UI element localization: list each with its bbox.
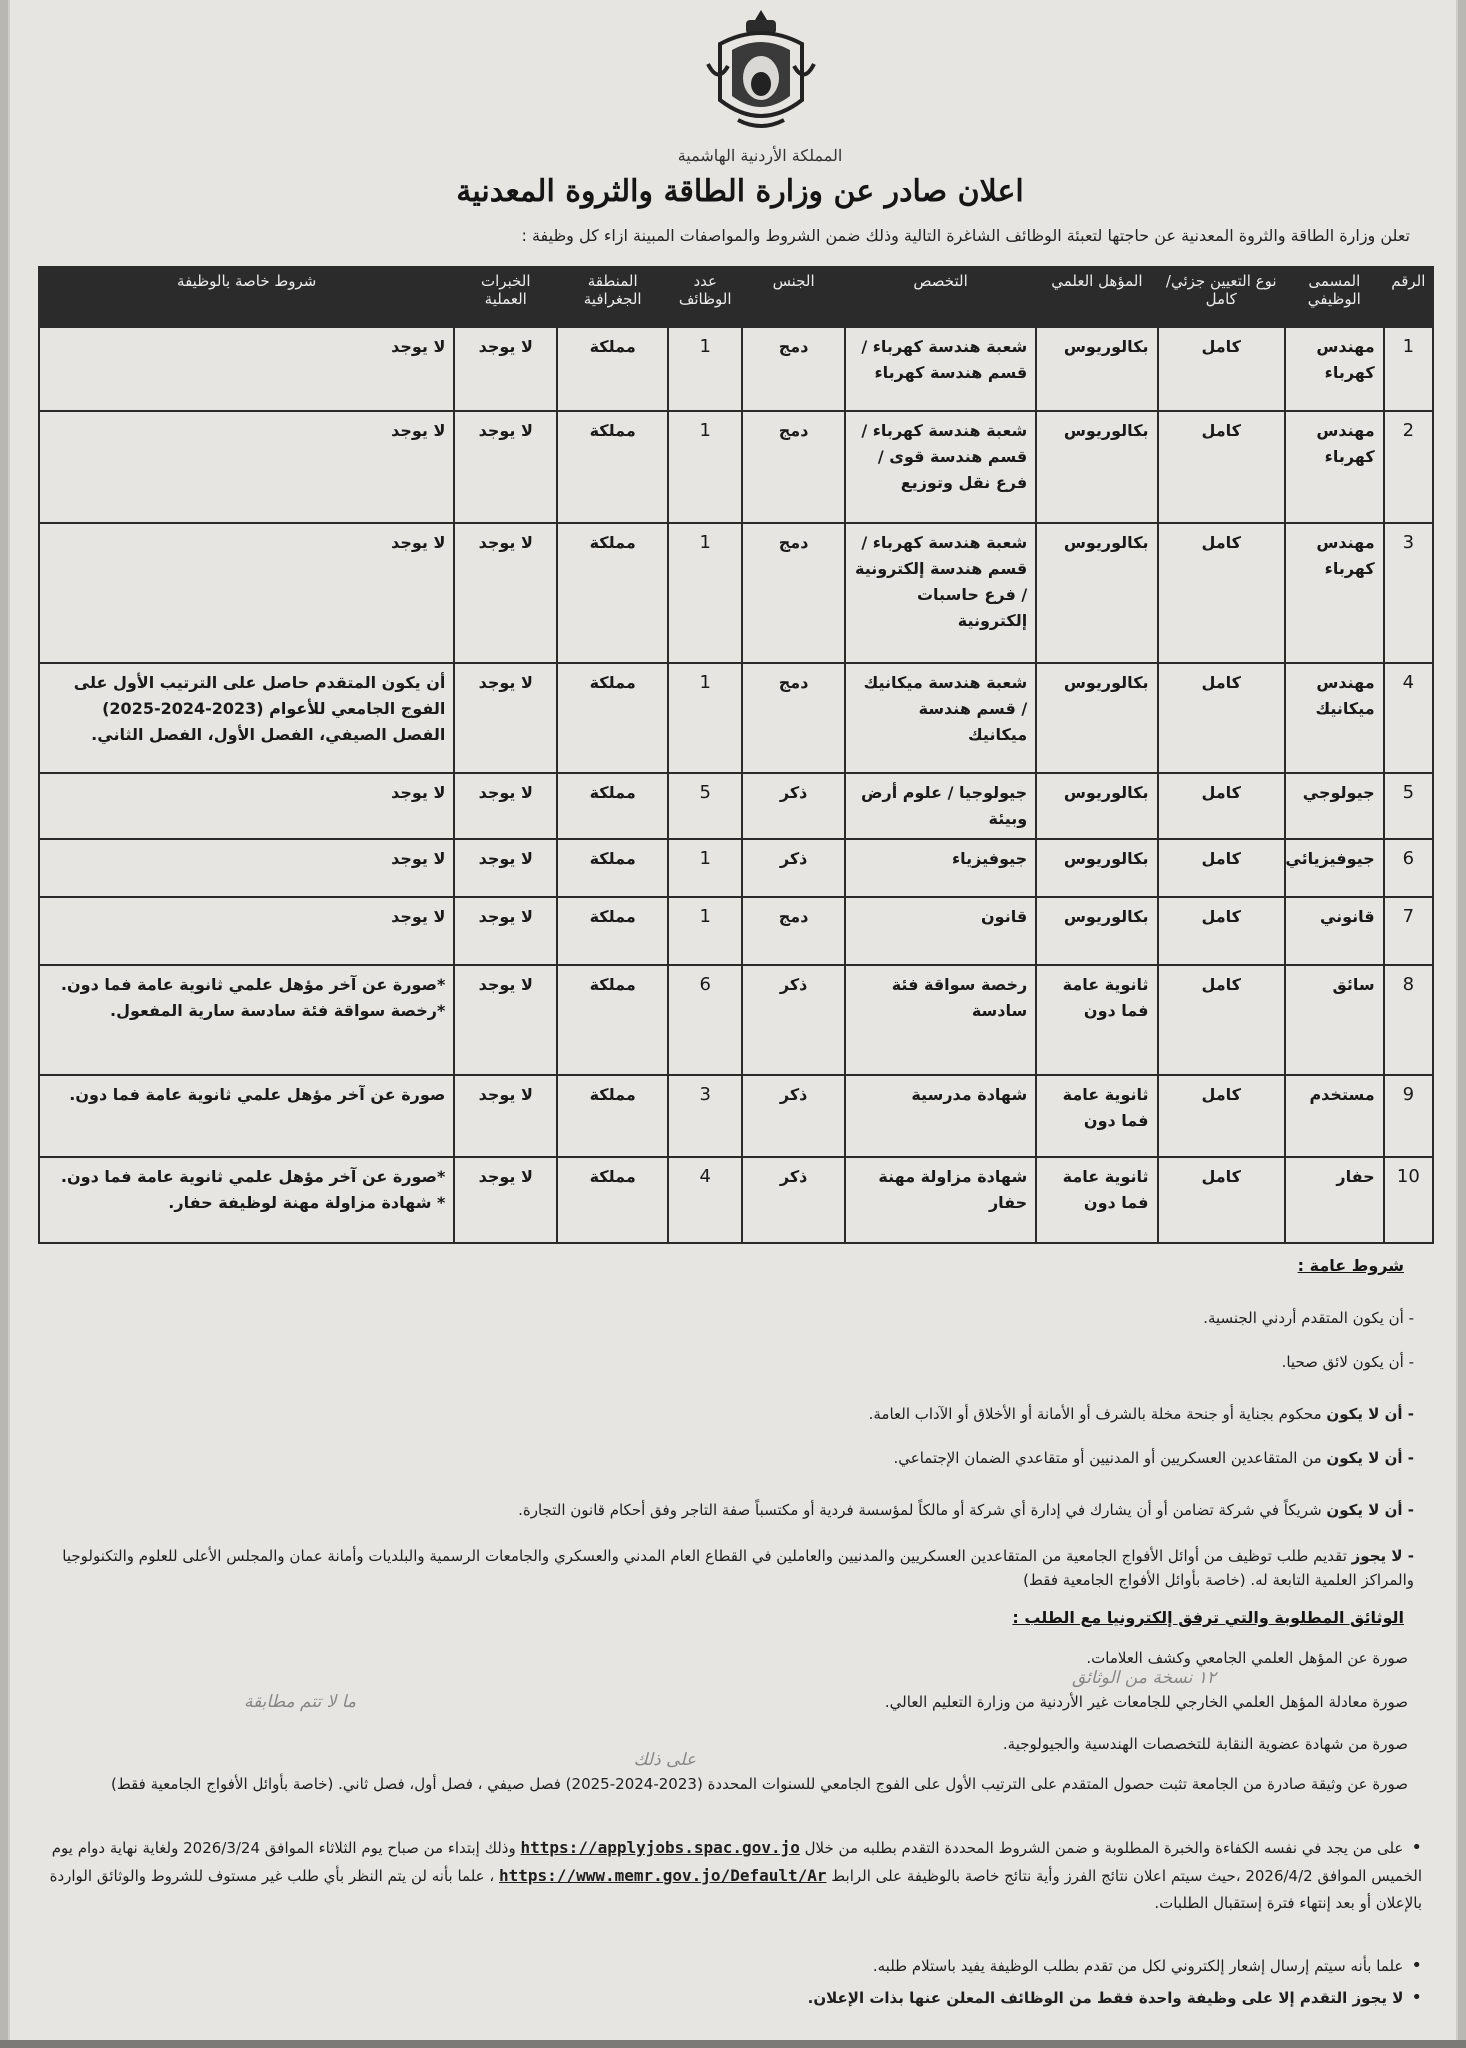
cell-title: مهندس ميكانيك	[1285, 663, 1384, 773]
general-condition	[34, 1446, 1414, 1470]
cell-special-conditions: لا يوجد	[39, 523, 454, 663]
cell-special-conditions: لا يوجد	[39, 839, 454, 897]
cell-gender: ذكر	[742, 1075, 845, 1157]
results-link[interactable]: https://www.memr.gov.jo/Default/Ar	[499, 1866, 827, 1885]
cell-region: مملكة	[557, 897, 668, 965]
cell-specialization: شهادة مزاولة مهنة حفار	[845, 1157, 1036, 1243]
cell-gender: دمج	[742, 897, 845, 965]
condition-text: تقديم طلب توظيف من أوائل الأفواج الجامعية من المتقاعدين العسكريين والمدنيين والعاملين في القطاع العام المدني والعسكري والجامعات الرسمية والبلديات وأمانة عمان والمجلس الأعلى للعلوم والتكنولوجيا والمراكز العلمية التابعة له. (خاصة بأوائل الأفواج الجامعية فقط)	[62, 1547, 1414, 1589]
general-conditions-title: شروط عامة :	[1297, 1256, 1404, 1275]
cell-region: مملكة	[557, 411, 668, 523]
cell-count: 1	[668, 897, 742, 965]
cell-specialization: جيولوجيا / علوم أرض وبيئة	[845, 773, 1036, 839]
cell-special-conditions: *صورة عن آخر مؤهل علمي ثانوية عامة فما دون. * شهادة مزاولة مهنة لوظيفة حفار.	[39, 1157, 454, 1243]
cell-gender: دمج	[742, 663, 845, 773]
general-condition	[34, 1306, 1414, 1330]
notice-text: لا يجوز التقدم إلا على وظيفة واحدة فقط من الوظائف المعلن عنها بذات الإعلان.	[807, 1989, 1404, 2007]
cell-count: 4	[668, 1157, 742, 1243]
cell-qualification: بكالوريوس	[1036, 897, 1157, 965]
handwritten-note: على ذلك	[633, 1750, 696, 1770]
page-bottom-edge	[0, 2040, 1466, 2048]
cell-qualification: بكالوريوس	[1036, 663, 1157, 773]
cell-count: 1	[668, 411, 742, 523]
cell-region: مملكة	[557, 1075, 668, 1157]
condition-text: شريكاً في شركة تضامن أو أن يشارك في إدارة أي شركة أو مالكاً لمؤسسة فردية أو مكتسباً صفة التاجر وفق أحكام قانون التجارة.	[518, 1501, 1327, 1519]
handwritten-note: ١٢ نسخة من الوثائق	[1071, 1668, 1216, 1688]
cell-num: 3	[1384, 523, 1433, 663]
condition-lead: - أن لا يكون	[1326, 1449, 1414, 1467]
cell-type: كامل	[1158, 523, 1285, 663]
cell-special-conditions: *صورة عن آخر مؤهل علمي ثانوية عامة فما دون. *رخصة سواقة فئة سادسة سارية المفعول.	[39, 965, 454, 1075]
cell-num: 6	[1384, 839, 1433, 897]
cell-type: كامل	[1158, 1157, 1285, 1243]
cell-count: 6	[668, 965, 742, 1075]
document-item: صورة من شهادة عضوية النقابة للتخصصات الهندسية والجيولوجية.	[1002, 1735, 1408, 1753]
table-row	[39, 773, 1433, 839]
cell-type: كامل	[1158, 839, 1285, 897]
table-row	[39, 663, 1433, 773]
cell-special-conditions: لا يوجد	[39, 773, 454, 839]
cell-experience: لا يوجد	[454, 839, 557, 897]
cell-gender: ذكر	[742, 773, 845, 839]
cell-count: 1	[668, 839, 742, 897]
cell-qualification: بكالوريوس	[1036, 411, 1157, 523]
cell-experience: لا يوجد	[454, 1075, 557, 1157]
table-row	[39, 411, 1433, 523]
announcement-title: اعلان صادر عن وزارة الطاقة والثروة المعدنية	[456, 174, 1024, 209]
header-special-conditions: شروط خاصة بالوظيفة	[39, 267, 454, 327]
cell-num: 9	[1384, 1075, 1433, 1157]
cell-experience: لا يوجد	[454, 1157, 557, 1243]
announcement-intro: تعلن وزارة الطاقة والثروة المعدنية عن حاجتها لتعبئة الوظائف الشاغرة التالية وذلك ضمن الشروط والمواصفات المبينة ازاء كل وظيفة :	[521, 226, 1410, 245]
apply-text-pre: على من يجد في نفسه الكفاءة والخبرة المطلوبة و ضمن الشروط المحددة التقدم بطلبه من خلال	[804, 1839, 1404, 1857]
cell-region: مملكة	[557, 523, 668, 663]
header-type: نوع التعيين جزئي/كامل	[1158, 267, 1285, 327]
apply-text-post: وذلك إبتداء من صباح يوم الثلاثاء الموافق 2026/3/24 ولغاية نهاية دوام يوم الخميس الموافق 2026/4/2 ،حيث سيتم اعلان نتائج الفرز وأية نتائج خاصة بالوظيفة على الرابط	[51, 1839, 1422, 1885]
cell-title: مهندس كهرباء	[1285, 327, 1384, 411]
cell-type: كامل	[1158, 1075, 1285, 1157]
cell-num: 10	[1384, 1157, 1433, 1243]
table-row	[39, 965, 1433, 1075]
cell-title: سائق	[1285, 965, 1384, 1075]
table-row	[39, 1157, 1433, 1243]
condition-text: من المتقاعدين العسكريين أو المدنيين أو متقاعدي الضمان الإجتماعي.	[893, 1449, 1327, 1467]
cell-experience: لا يوجد	[454, 327, 557, 411]
table-row	[39, 523, 1433, 663]
apply-link[interactable]: https://applyjobs.spac.gov.jo	[520, 1838, 800, 1857]
header-qualification: المؤهل العلمي	[1036, 267, 1157, 327]
cell-special-conditions: لا يوجد	[39, 411, 454, 523]
cell-type: كامل	[1158, 897, 1285, 965]
cell-experience: لا يوجد	[454, 965, 557, 1075]
header-num: الرقم	[1384, 267, 1433, 327]
document-item: صورة عن المؤهل العلمي الجامعي وكشف العلامات.	[1086, 1649, 1408, 1667]
cell-specialization: رخصة سواقة فئة سادسة	[845, 965, 1036, 1075]
cell-qualification: بكالوريوس	[1036, 839, 1157, 897]
table-row	[39, 897, 1433, 965]
condition-text: محكوم بجناية أو جنحة مخلة بالشرف أو الأمانة أو الأخلاق أو الآداب العامة.	[868, 1405, 1327, 1423]
bullet-icon: •	[1411, 1987, 1422, 2008]
cell-title: مهندس كهرباء	[1285, 523, 1384, 663]
document-item: صورة عن وثيقة صادرة من الجامعة تثبت حصول المتقدم على الترتيب الأول على الفوج الجامعي للسنوات المحددة (2023-2024-2025) فصل صيفي ، فصل أول، فصل ثاني. (خاصة بأوائل الأفواج الجامعية فقط)	[110, 1775, 1408, 1793]
cell-count: 1	[668, 523, 742, 663]
cell-qualification: بكالوريوس	[1036, 523, 1157, 663]
cell-experience: لا يوجد	[454, 897, 557, 965]
condition-lead: - لا يجوز	[1351, 1547, 1414, 1565]
cell-gender: ذكر	[742, 965, 845, 1075]
condition-text: - أن يكون لائق صحيا.	[1281, 1353, 1414, 1371]
general-condition	[34, 1544, 1414, 1592]
cell-qualification: ثانوية عامة فما دون	[1036, 1075, 1157, 1157]
header-gender: الجنس	[742, 267, 845, 327]
cell-count: 1	[668, 327, 742, 411]
cell-title: مستخدم	[1285, 1075, 1384, 1157]
cell-type: كامل	[1158, 965, 1285, 1075]
cell-experience: لا يوجد	[454, 663, 557, 773]
kingdom-label: المملكة الأردنية الهاشمية	[677, 146, 843, 165]
cell-region: مملكة	[557, 1157, 668, 1243]
cell-region: مملكة	[557, 663, 668, 773]
condition-lead: - أن لا يكون	[1326, 1501, 1414, 1519]
cell-title: حفار	[1285, 1157, 1384, 1243]
royal-emblem-icon	[698, 4, 824, 136]
cell-special-conditions: أن يكون المتقدم حاصل على الترتيب الأول على الفوج الجامعي للأعوام (2023-2024-2025) الفصل الصيفي، الفصل الأول، الفصل الثاني.	[39, 663, 454, 773]
general-condition	[34, 1498, 1414, 1522]
cell-gender: ذكر	[742, 1157, 845, 1243]
cell-type: كامل	[1158, 327, 1285, 411]
cell-experience: لا يوجد	[454, 411, 557, 523]
cell-region: مملكة	[557, 773, 668, 839]
cell-qualification: ثانوية عامة فما دون	[1036, 965, 1157, 1075]
newspaper-page	[8, 0, 1458, 2040]
cell-type: كامل	[1158, 411, 1285, 523]
cell-specialization: شعبة هندسة كهرباء / قسم هندسة كهرباء	[845, 327, 1036, 411]
cell-qualification: بكالوريوس	[1036, 327, 1157, 411]
handwritten-note: ما لا تتم مطابقة	[243, 1692, 356, 1712]
document-item: صورة معادلة المؤهل العلمي الخارجي للجامعات غير الأردنية من وزارة التعليم العالي.	[884, 1693, 1408, 1711]
cell-title: جيولوجي	[1285, 773, 1384, 839]
table-row	[39, 839, 1433, 897]
table-row	[39, 1075, 1433, 1157]
cell-count: 3	[668, 1075, 742, 1157]
cell-gender: دمج	[742, 523, 845, 663]
jobs-table	[38, 266, 1434, 1244]
cell-count: 5	[668, 773, 742, 839]
cell-region: مملكة	[557, 327, 668, 411]
cell-title: جيوفيزيائي	[1285, 839, 1384, 897]
cell-special-conditions: لا يوجد	[39, 327, 454, 411]
cell-specialization: قانون	[845, 897, 1036, 965]
notice-text: علما بأنه سيتم إرسال إشعار إلكتروني لكل من تقدم بطلب الوظيفة يفيد باستلام طلبه.	[872, 1957, 1404, 1975]
cell-num: 5	[1384, 773, 1433, 839]
cell-title: قانوني	[1285, 897, 1384, 965]
cell-type: كامل	[1158, 663, 1285, 773]
bullet-icon: •	[1411, 1955, 1422, 1976]
cell-num: 8	[1384, 965, 1433, 1075]
cell-num: 2	[1384, 411, 1433, 523]
cell-region: مملكة	[557, 965, 668, 1075]
header-count: عدد الوظائف	[668, 267, 742, 327]
header-specialization: التخصص	[845, 267, 1036, 327]
cell-specialization: شهادة مدرسية	[845, 1075, 1036, 1157]
cell-special-conditions: صورة عن آخر مؤهل علمي ثانوية عامة فما دون.	[39, 1075, 454, 1157]
cell-gender: ذكر	[742, 839, 845, 897]
documents-title: الوثائق المطلوبة والتي ترفق إلكترونيا مع الطلب :	[1012, 1608, 1404, 1627]
header-title: المسمى الوظيفي	[1285, 267, 1384, 327]
condition-lead: - أن لا يكون	[1326, 1405, 1414, 1423]
cell-num: 4	[1384, 663, 1433, 773]
notice-item	[32, 1952, 1422, 1980]
apply-instructions	[32, 1834, 1422, 1917]
cell-gender: دمج	[742, 327, 845, 411]
cell-experience: لا يوجد	[454, 773, 557, 839]
bullet-icon: •	[1411, 1837, 1422, 1858]
header-region: المنطقة الجغرافية	[557, 267, 668, 327]
cell-gender: دمج	[742, 411, 845, 523]
cell-specialization: شعبة هندسة ميكانيك / قسم هندسة ميكانيك	[845, 663, 1036, 773]
cell-num: 1	[1384, 327, 1433, 411]
cell-region: مملكة	[557, 839, 668, 897]
condition-text: - أن يكون المتقدم أردني الجنسية.	[1203, 1309, 1414, 1327]
cell-specialization: شعبة هندسة كهرباء / قسم هندسة إلكترونية / فرع حاسبات إلكترونية	[845, 523, 1036, 663]
general-condition	[34, 1402, 1414, 1426]
cell-count: 1	[668, 663, 742, 773]
cell-specialization: شعبة هندسة كهرباء / قسم هندسة قوى / فرع نقل وتوزيع	[845, 411, 1036, 523]
cell-special-conditions: لا يوجد	[39, 897, 454, 965]
cell-title: مهندس كهرباء	[1285, 411, 1384, 523]
cell-qualification: ثانوية عامة فما دون	[1036, 1157, 1157, 1243]
table-header-row	[39, 267, 1433, 327]
header-experience: الخبرات العملية	[454, 267, 557, 327]
cell-specialization: جيوفيزياء	[845, 839, 1036, 897]
notice-item	[32, 1984, 1422, 2012]
general-condition	[34, 1350, 1414, 1374]
cell-num: 7	[1384, 897, 1433, 965]
cell-type: كامل	[1158, 773, 1285, 839]
cell-qualification: بكالوريوس	[1036, 773, 1157, 839]
table-row	[39, 327, 1433, 411]
results-text: ، علما بأنه لن يتم النظر بأي طلب غير مستوف للشروط والوثائق الواردة بالإعلان أو بعد إنتهاء فترة إستقبال الطلبات.	[49, 1867, 1422, 1912]
cell-experience: لا يوجد	[454, 523, 557, 663]
